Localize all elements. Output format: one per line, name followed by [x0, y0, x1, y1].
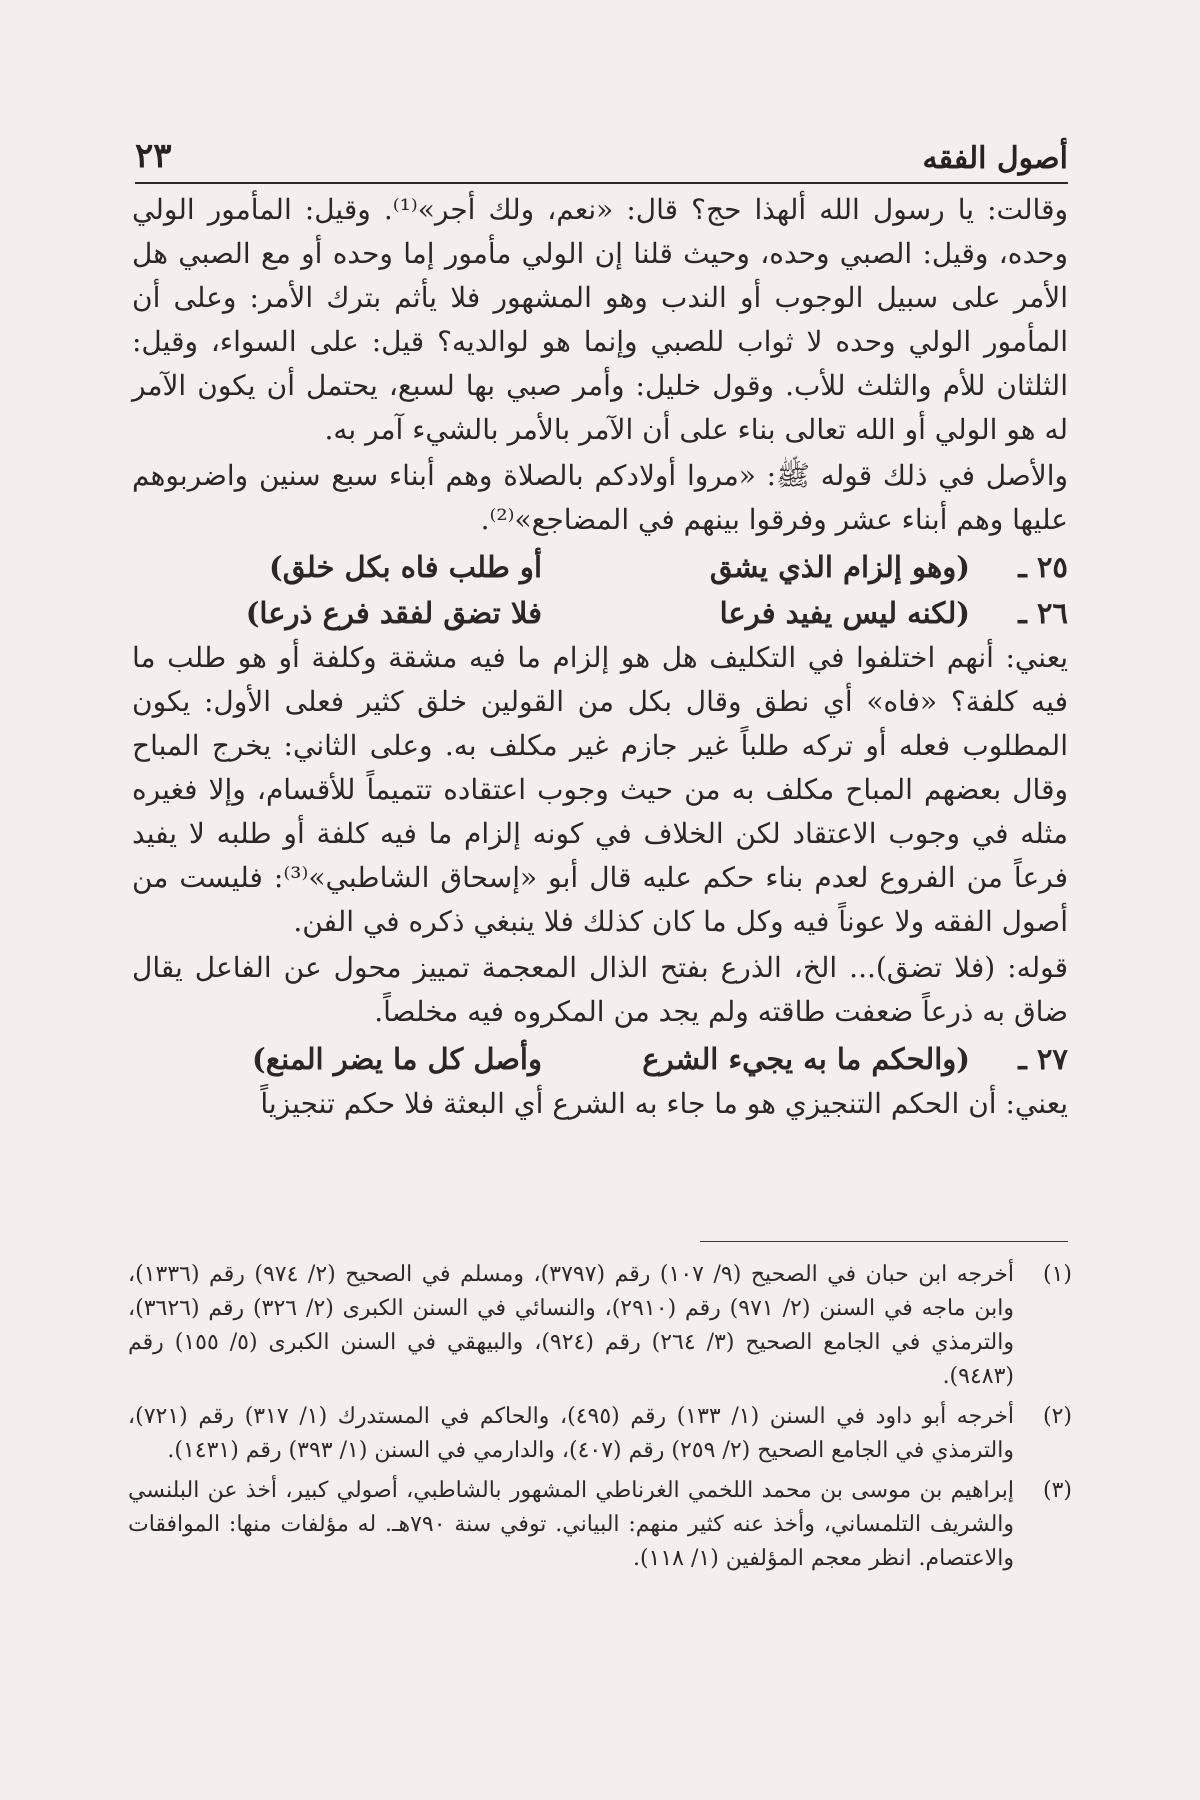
main-text	[132, 188, 1068, 1128]
paragraph-5: يعني: أن الحكم التنجيزي هو ما جاء به الشرع أي البعثة فلا حكم تنجيزياً	[260, 1087, 1068, 1120]
verse-number: ٢٥ ـ	[1018, 550, 1068, 584]
paragraph-4: قوله: (فلا تضق)... الخ، الذرع بفتح الذال المعجمة تمييز محول عن الفاعل يقال ضاق به ذرعاً ضعفت طاقته ولم يجد من المكروه فيه مخلصاً.	[132, 951, 1068, 1028]
verse-26	[132, 590, 1068, 636]
footnote-text: أخرجه ابن حبان في الصحيح (٩/ ١٠٧) رقم (٣٧٩٧)، ومسلم في الصحيح (٢/ ٩٧٤) رقم (١٣٣٦)، وابن ماجه في السنن (٢/ ٩٧١) رقم (٢٩١٠)، والنسائي في السنن الكبرى (٢/ ٣٢٦) رقم (٣٦٢٦)، والترمذي في الجامع الصحيح (٣/ ٢٦٤) رقم (٩٢٤)، والبيهقي في السنن الكبرى (٥/ ١٥٥) رقم (٩٤٨٣).	[128, 1262, 1015, 1389]
verse-second-hemistich: أو طلب فاه بكل خلق)	[269, 550, 542, 584]
verse-second-hemistich: وأصل كل ما يضر المنع)	[252, 1042, 542, 1076]
footnote-number: (٢)	[1042, 1404, 1072, 1429]
verse-second-hemistich: فلا تضق لفقد فرع ذرعا)	[245, 596, 542, 630]
footnote-divider	[700, 1241, 1068, 1242]
footnote-number: (٣)	[1042, 1478, 1072, 1503]
verse-25	[132, 544, 1068, 590]
verse-number: ٢٧ ـ	[1018, 1042, 1068, 1076]
footnote-2	[128, 1400, 1072, 1468]
paragraph-1: وقالت: يا رسول الله ألهذا حج؟ قال: «نعم، ولك أجر»⁽¹⁾. وقيل: المأمور الولي وحده، وقيل: الصبي وحده، وحيث قلنا إن الولي مأمور إما وحده أو مع الصبي هل الأمر على سبيل الوجوب أو الندب وهو المشهور فلا يأثم بترك الأمر: وعلى أن المأمور الولي وحده لا ثواب للصبي وإنما هو لوالديه؟ قيل: على السواء، وقيل: الثلثان للأم والثلث للأب. وقول خليل: وأمر صبي بها لسبع، يحتمل أن يكون الآمر له هو الولي أو الله تعالى بناء على أن الآمر بالأمر بالشيء آمر به.	[132, 193, 1068, 446]
footnote-text: إبراهيم بن موسى بن محمد اللخمي الغرناطي المشهور بالشاطبي، أصولي كبير، أخذ عن البلنسي والشريف التلمساني، وأخذ عنه كثير منهم: البياني. توفي سنة ٧٩٠هـ. له مؤلفات منها: الموافقات والاعتصام. انظر معجم المؤلفين (١/ ١١٨).	[128, 1478, 1015, 1571]
footnote-number: (١)	[1042, 1262, 1072, 1287]
verse-first-hemistich: (والحكم ما به يجيء الشرع	[642, 1042, 970, 1076]
verse-27	[132, 1036, 1068, 1082]
footnote-1	[128, 1258, 1072, 1394]
paragraph-3: يعني: أنهم اختلفوا في التكليف هل هو إلزام ما فيه مشقة وكلفة أو هو طلب ما فيه كلفة؟ «فاه» أي نطق وقال بكل من القولين خلق كثير فعلى الأول: يكون المطلوب فعله أو تركه طلباً غير جازم غير مكلف به. وعلى الثاني: يخرج المباح وقال بعضهم المباح مكلف به من حيث وجوب اعتقاده تتميماً للأقسام، وإلا فغيره مثله في وجوب الاعتقاد لكن الخلاف في كونه إلزام ما فيه كلفة أو طلبه لا يفيد فرعاً من الفروع لعدم بناء حكم عليه قال أبو «إسحاق الشاطبي»⁽³⁾: فليست من أصول الفقه ولا عوناً فيه وكل ما كان كذلك فلا ينبغي ذكره في الفن.	[132, 641, 1069, 938]
verse-first-hemistich: (وهو إلزام الذي يشق	[709, 550, 970, 584]
running-title: أصول الفقه	[922, 141, 1068, 176]
footnote-text: أخرجه أبو داود في السنن (١/ ١٣٣) رقم (٤٩٥)، والحاكم في المستدرك (١/ ٣١٧) رقم (٧٢١)، والترمذي في الجامع الصحيح (٢/ ٢٥٩) رقم (٤٠٧)، والدارمي في السنن (١/ ٣٩٣) رقم (١٤٣١).	[128, 1404, 1015, 1463]
verse-first-hemistich: (لكنه ليس يفيد فرعا	[719, 596, 970, 630]
page-number: ٢٣	[135, 136, 172, 176]
footnotes	[128, 1258, 1072, 1582]
verse-number: ٢٦ ـ	[1018, 596, 1068, 630]
footnote-3	[128, 1474, 1072, 1576]
running-header	[135, 108, 1068, 184]
paragraph-2: والأصل في ذلك قوله ﷺ: «مروا أولادكم بالصلاة وهم أبناء سبع سنين واضربوهم عليها وهم أبناء عشر وفرقوا بينهم في المضاجع»⁽²⁾.	[132, 459, 1068, 536]
